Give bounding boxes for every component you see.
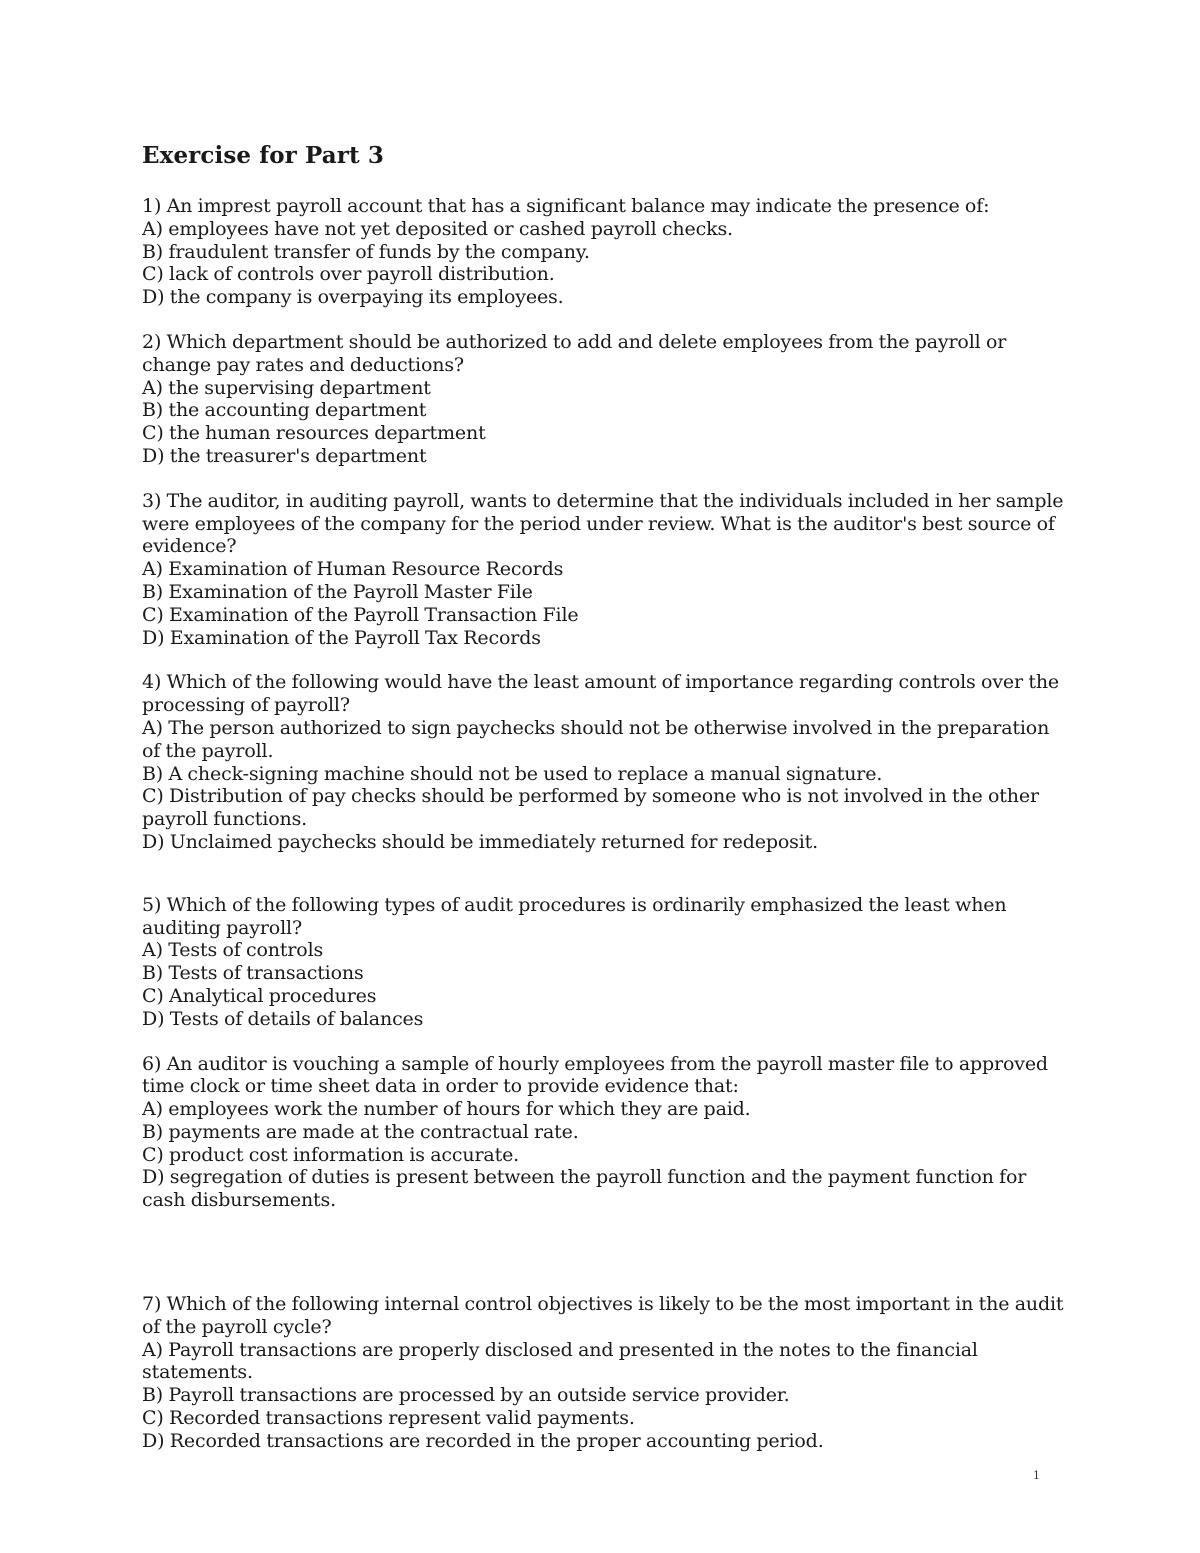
- option-b: B) Tests of transactions: [142, 962, 364, 985]
- question-text: 6) An auditor is vouching a sample of hourly employees from the payroll master file to approved time clock or time sheet data in order to provide evidence that:: [142, 1052, 1048, 1098]
- document-title: Exercise for Part 3: [142, 142, 384, 169]
- option-d: D) segregation of duties is present between the payroll function and the payment function for cash disbursements.: [142, 1166, 1027, 1212]
- question-text: 5) Which of the following types of audit procedures is ordinarily emphasized the least when auditing payroll?: [142, 893, 1007, 939]
- question-text: 2) Which department should be authorized to add and delete employees from the payroll or change pay rates and deductions?: [142, 330, 1007, 376]
- question-text: 7) Which of the following internal control objectives is likely to be the most important in the audit of the payroll cycle?: [142, 1293, 1064, 1338]
- option-a: A) the supervising department: [142, 376, 431, 399]
- question-7: [142, 1293, 1072, 1453]
- question-4: [142, 671, 1072, 853]
- option-d: D) Examination of the Payroll Tax Records: [142, 626, 541, 649]
- question-2: [142, 331, 1072, 468]
- option-c: C) lack of controls over payroll distribution.: [142, 263, 555, 286]
- option-a: A) Tests of controls: [142, 939, 324, 962]
- question-text: 3) The auditor, in auditing payroll, wants to determine that the individuals included in her sample were employees of the company for the period under review. What is the auditor's best source of evidence?: [142, 489, 1064, 558]
- option-c: C) the human resources department: [142, 422, 486, 445]
- option-a: A) The person authorized to sign paychecks should not be otherwise involved in the preparation of the payroll.: [142, 716, 1050, 762]
- option-c: C) product cost information is accurate.: [142, 1143, 520, 1166]
- option-b: B) Examination of the Payroll Master File: [142, 580, 533, 603]
- option-b: B) the accounting department: [142, 399, 427, 422]
- question-text: 1) An imprest payroll account that has a significant balance may indicate the presence of:: [142, 195, 990, 217]
- option-d: D) the treasurer's department: [142, 444, 427, 467]
- question-1: [142, 195, 1072, 309]
- document-page: [142, 142, 1072, 1453]
- option-a: A) Payroll transactions are properly disclosed and presented in the notes to the financial statements.: [142, 1338, 978, 1384]
- option-d: D) the company is overpaying its employees.: [142, 286, 564, 309]
- option-b: B) payments are made at the contractual rate.: [142, 1120, 579, 1143]
- option-c: C) Distribution of pay checks should be performed by someone who is not involved in the other payroll functions.: [142, 785, 1039, 831]
- option-c: C) Examination of the Payroll Transaction File: [142, 603, 579, 626]
- option-a: A) employees have not yet deposited or cashed payroll checks.: [142, 217, 733, 240]
- option-b: B) Payroll transactions are processed by an outside service provider.: [142, 1384, 790, 1407]
- option-a: A) Examination of Human Resource Records: [142, 558, 564, 581]
- option-d: D) Unclaimed paychecks should be immediately returned for redeposit.: [142, 830, 819, 853]
- option-d: D) Recorded transactions are recorded in the proper accounting period.: [142, 1429, 824, 1452]
- option-b: B) fraudulent transfer of funds by the company.: [142, 240, 590, 263]
- page-number: 1: [1033, 1469, 1040, 1482]
- option-c: C) Recorded transactions represent valid payments.: [142, 1407, 635, 1430]
- option-d: D) Tests of details of balances: [142, 1007, 424, 1030]
- option-a: A) employees work the number of hours for which they are paid.: [142, 1098, 751, 1121]
- option-c: C) Analytical procedures: [142, 984, 377, 1007]
- question-5: [142, 894, 1072, 1031]
- question-6: [142, 1053, 1072, 1213]
- question-text: 4) Which of the following would have the least amount of importance regarding controls over the processing of payroll?: [142, 671, 1060, 717]
- option-b: B) A check-signing machine should not be used to replace a manual signature.: [142, 762, 883, 785]
- question-3: [142, 490, 1072, 650]
